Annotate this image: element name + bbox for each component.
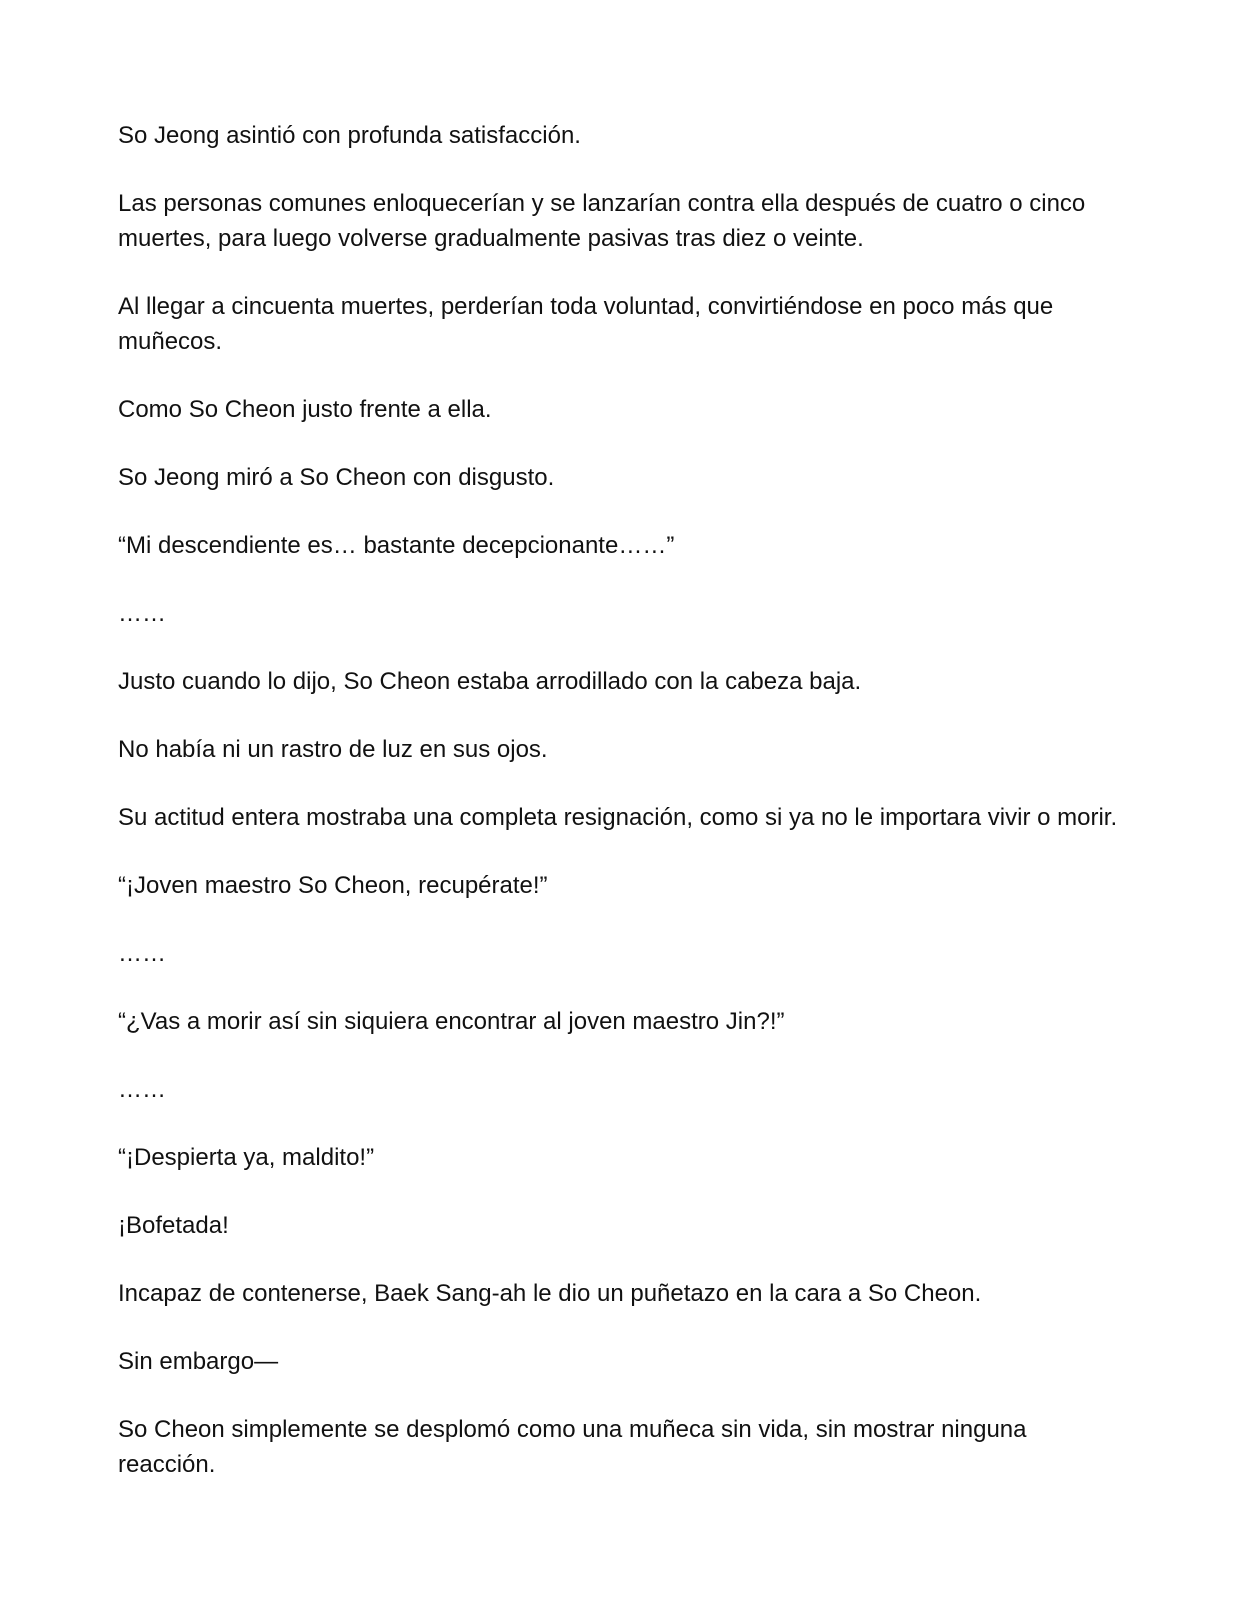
paragraph: …… <box>118 600 166 627</box>
paragraph: Las personas comunes enloquecerían y se lanzarían contra ella después de cuatro o cinco muertes, para luego volverse gradualmente pasivas tras diez o veinte. <box>118 190 1086 252</box>
paragraph: So Cheon simplemente se desplomó como una muñeca sin vida, sin mostrar ninguna reacción. <box>118 1416 1027 1478</box>
paragraph: ¡Bofetada! <box>118 1212 229 1239</box>
paragraph: …… <box>118 1076 166 1103</box>
paragraph: So Jeong asintió con profunda satisfacción. <box>118 122 581 149</box>
paragraph: No había ni un rastro de luz en sus ojos. <box>118 736 548 763</box>
paragraph: “¡Joven maestro So Cheon, recupérate!” <box>118 872 548 899</box>
paragraph: “Mi descendiente es… bastante decepcionante……” <box>118 532 675 559</box>
paragraph: Su actitud entera mostraba una completa resignación, como si ya no le importara vivir o morir. <box>118 804 1118 831</box>
paragraph: Sin embargo— <box>118 1348 279 1375</box>
paragraph: “¡Despierta ya, maldito!” <box>118 1144 375 1171</box>
paragraph: …… <box>118 940 166 967</box>
paragraph: So Jeong miró a So Cheon con disgusto. <box>118 464 555 491</box>
paragraph: Al llegar a cincuenta muertes, perderían toda voluntad, convirtiéndose en poco más que muñecos. <box>118 293 1054 355</box>
paragraph: “¿Vas a morir así sin siquiera encontrar al joven maestro Jin?!” <box>118 1008 785 1035</box>
document-body <box>118 118 1128 1515</box>
paragraph: Justo cuando lo dijo, So Cheon estaba arrodillado con la cabeza baja. <box>118 668 862 695</box>
paragraph: Incapaz de contenerse, Baek Sang-ah le dio un puñetazo en la cara a So Cheon. <box>118 1280 982 1307</box>
paragraph: Como So Cheon justo frente a ella. <box>118 396 492 423</box>
